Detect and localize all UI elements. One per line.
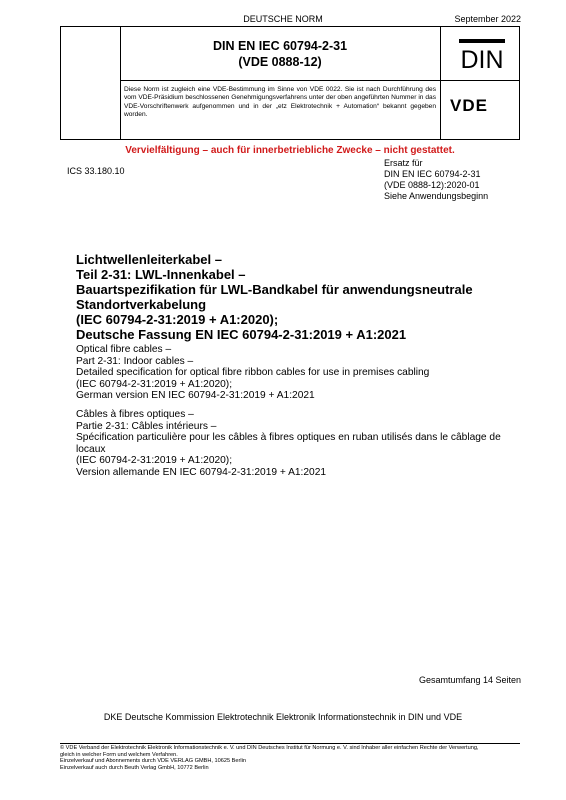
title-line: Bauartspezifikation für LWL-Bandkabel für anwendungsneutrale <box>76 282 473 297</box>
footer-line: gleich in welcher Form und welchem Verfahren. <box>60 751 178 758</box>
title-line: Optical fibre cables – <box>76 344 172 355</box>
copyright-footer <box>60 745 530 771</box>
copy-warning: Vervielfältigung – auch für innerbetriebliche Zwecke – nicht gestattet. <box>125 145 455 156</box>
dke-line: DKE Deutsche Kommission Elektrotechnik Elektronik Informationstechnik in DIN und VDE <box>103 712 463 722</box>
title-line: Lichtwellenleiterkabel – <box>76 252 222 267</box>
bottom-rule <box>60 743 520 744</box>
standard-din-number: DIN EN IEC 60794-2-31 <box>212 39 348 53</box>
standard-number <box>120 38 440 70</box>
title-line: Standortverkabelung <box>76 297 207 312</box>
title-line: Deutsche Fassung EN IEC 60794-2-31:2019 + A1:2021 <box>76 327 407 342</box>
title-line: (IEC 60794-2-31:2019 + A1:2020); <box>76 455 233 466</box>
title-line: (IEC 60794-2-31:2019 + A1:2020); <box>76 312 279 327</box>
title-line: Version allemande EN IEC 60794-2-31:2019 + A1:2021 <box>76 466 327 478</box>
replacement-line: DIN EN IEC 60794-2-31 <box>384 169 481 179</box>
box-divider-middle <box>120 80 520 81</box>
footer-line: Einzelverkauf und Abonnements durch VDE VERLAG GMBH, 10625 Berlin <box>60 758 246 765</box>
title-line: German version EN IEC 60794-2-31:2019 + A1:2021 <box>76 390 315 401</box>
publication-date: September 2022 <box>454 14 521 24</box>
standard-vde-number: (VDE 0888-12) <box>238 55 322 69</box>
title-line: Teil 2-31: LWL-Innenkabel – <box>76 267 246 282</box>
norm-label: DEUTSCHE NORM <box>243 14 323 24</box>
total-pages: Gesamtumfang 14 Seiten <box>418 675 521 685</box>
vde-logo: VDE <box>450 96 488 115</box>
din-logo <box>458 38 506 72</box>
title-line: (IEC 60794-2-31:2019 + A1:2020); <box>76 378 233 390</box>
title-line: Part 2-31: Indoor cables – <box>76 355 194 367</box>
title-line: Câbles à fibres optiques – <box>76 409 194 420</box>
replacement-line: (VDE 0888-12):2020-01 <box>384 180 480 190</box>
footer-line: © VDE Verband der Elektrotechnik Elektronik Informationstechnik e. V. und DIN Deutsches Institut für Normung e. V. sind Inhaber aller einfachen Rechte der Verwertung, <box>60 745 479 751</box>
title-french <box>76 409 526 478</box>
replacement-info <box>384 158 488 202</box>
vde-notice: Diese Norm ist zugleich eine VDE-Bestimmung im Sinne von VDE 0022. Sie ist nach Durchführung des vom VDE-Präsidium beschlossenen Genehmigungsverfahrens unter der oben angeführten Nummer in das VDE-Vorschriftenwerk aufgenommen und in der „etz Elektrotechnik + Automation“ bekannt gegeben worden. <box>124 86 436 119</box>
title-line: Spécification particulière pour les câbles à fibres optiques en ruban utilisés dans le câblage de locaux <box>76 432 501 455</box>
title-line: Detailed specification for optical fibre ribbon cables for use in premises cabling <box>76 367 430 378</box>
din-logo-text: DIN <box>460 46 504 72</box>
ics-code: ICS 33.180.10 <box>67 166 125 176</box>
title-english <box>76 344 526 402</box>
footer-line: Einzelverkauf auch durch Beuth Verlag GmbH, 10772 Berlin <box>60 764 209 771</box>
replacement-line: Ersatz für <box>384 158 423 168</box>
title-line: Partie 2-31: Câbles intérieurs – <box>76 420 217 432</box>
title-german <box>76 252 526 342</box>
box-divider-right <box>440 26 441 140</box>
replacement-line: Siehe Anwendungsbeginn <box>384 191 489 201</box>
